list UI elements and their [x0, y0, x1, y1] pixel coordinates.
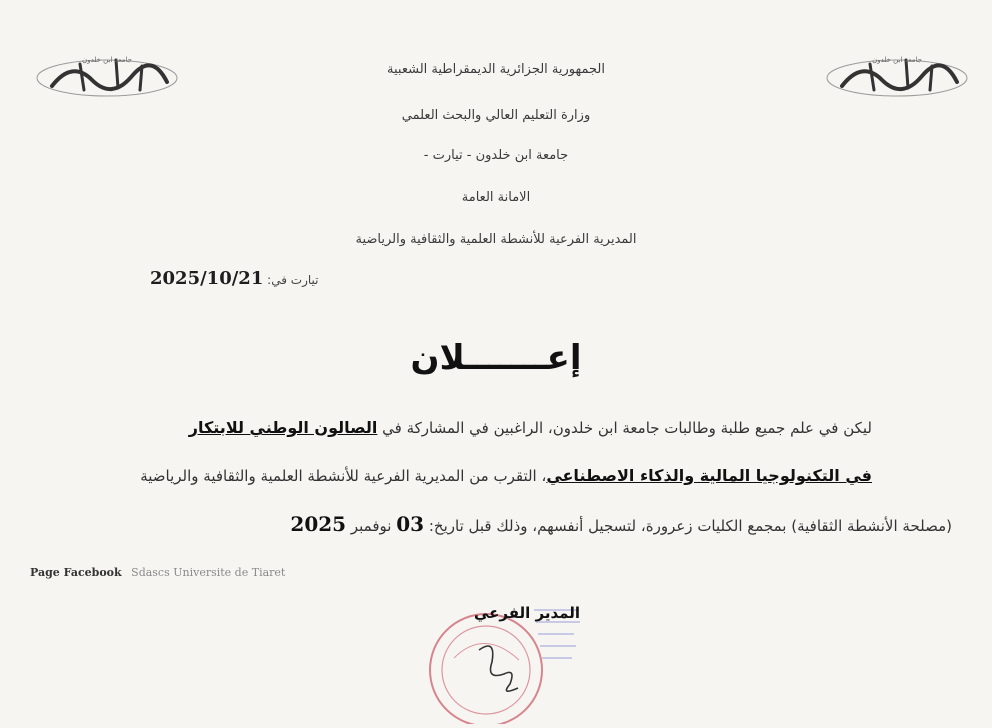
facebook-page-name: Sdascs Universite de Tiaret [131, 566, 286, 579]
deadline-month: نوفمبر [350, 517, 392, 535]
header-ministry: وزارة التعليم العالي والبحث العلمي [401, 108, 591, 123]
university-calligraphy-logo-icon [32, 50, 182, 102]
document-date [150, 268, 318, 289]
event-name-highlight-2: في التكنولوجيا المالية والذكاء الاصطناعي [546, 466, 872, 485]
announcement-title: إعـــــــلان [410, 338, 582, 378]
date-value: 2025/10/21 [150, 268, 264, 289]
deadline-day: 03 [396, 512, 425, 536]
body-line3-prefix: (مصلحة الأنشطة الثقافية) بمجمع الكليات زعرورة، لتسجيل أنفسهم، وذلك قبل تاريخ: [428, 517, 952, 535]
header-republic: الجمهورية الجزائرية الديمقراطية الشعبية [387, 62, 605, 77]
body-line-1 [189, 418, 872, 437]
facebook-reference [30, 566, 285, 579]
body-line-3 [290, 512, 952, 536]
date-prefix: تيارت في: [267, 273, 319, 287]
facebook-label: Page Facebook [30, 566, 122, 579]
event-name-highlight-1: الصالون الوطني للابتكار [188, 418, 378, 437]
header-secretariat: الامانة العامة [461, 190, 531, 205]
body-line-2 [140, 466, 872, 485]
svg-text:جامعة ابن خلدون: جامعة ابن خلدون [872, 56, 922, 64]
signature-title: المدير الفرعي [474, 604, 581, 622]
deadline-year: 2025 [290, 512, 347, 536]
university-calligraphy-logo-icon [822, 50, 972, 102]
header-directorate: المديرية الفرعية للأنشطة العلمية والثقافية والرياضية [355, 232, 637, 247]
university-logo-left [32, 50, 182, 102]
body-line1-prefix: ليكن في علم جميع طلبة وطالبات جامعة ابن خلدون، الراغبين في المشاركة في [382, 419, 872, 437]
body-line2-suffix: ، التقرب من المديرية الفرعية للأنشطة العلمية والثقافية والرياضية [140, 467, 547, 485]
university-logo-right [822, 50, 972, 102]
svg-text:جامعة ابن خلدون: جامعة ابن خلدون [82, 56, 132, 64]
header-university: جامعة ابن خلدون - تيارت - [423, 148, 569, 163]
